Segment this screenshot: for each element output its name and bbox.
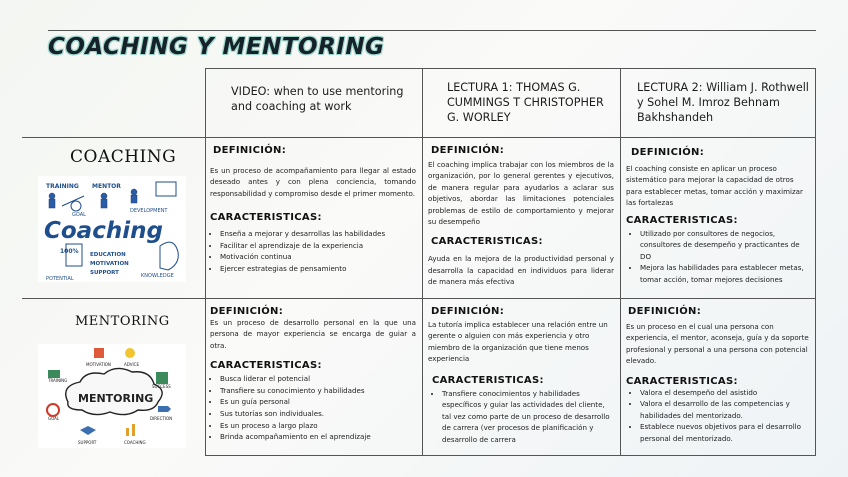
table-top-border bbox=[48, 30, 816, 31]
list-item: • Mejora las habilidades para establecer metas, tomar acción, tomar mejores decisiones bbox=[640, 262, 810, 285]
definition-title: DEFINICIÓN: bbox=[431, 306, 505, 317]
word-goal: GOAL bbox=[72, 212, 86, 218]
list-item: • Sus tutorías son individuales. bbox=[220, 408, 416, 420]
mentoring-lectura1-cell bbox=[428, 306, 614, 446]
characteristics-title: CARACTERISTICAS: bbox=[432, 374, 544, 386]
person-icon bbox=[49, 199, 55, 208]
page-title: COACHING Y MENTORING bbox=[48, 34, 385, 60]
mentoring-video-cell bbox=[210, 306, 416, 443]
definition-text: El coaching implica trabajar con los miembros de la organización, por lo general gerentes y ejecutivos, de manera regular para ayudarlos a aclarar sus objetivos, abordar las limitaciones potenciales problemas de estilo de comportamiento y mejorar su desempeño bbox=[428, 160, 614, 227]
characteristics-list bbox=[428, 388, 614, 446]
coaching-illustration bbox=[38, 176, 186, 282]
person-icon bbox=[131, 195, 137, 203]
mentoring-illustration bbox=[38, 344, 186, 448]
word-education: EDUCATION bbox=[90, 252, 126, 258]
definition-text: Es un proceso de desarrollo personal en la que una persona de mayor experiencia se encarga de guiar a otra. bbox=[210, 318, 416, 350]
header-video: VIDEO: when to use mentoring and coaching at work bbox=[231, 85, 404, 113]
coaching-lectura2-cell bbox=[626, 147, 810, 286]
header-lectura-1: LECTURA 1: THOMAS G. CUMMINGS T CHRISTOPHER G. WORLEY bbox=[447, 81, 604, 124]
list-item: • Es un proceso a largo plazo bbox=[220, 420, 416, 432]
definition-title: DEFINICIÓN: bbox=[431, 145, 505, 156]
list-item: • Motivación continua bbox=[220, 251, 416, 263]
list-item: • Transfiere su conocimiento y habilidades bbox=[220, 385, 416, 397]
definition-title: DEFINICIÓN: bbox=[631, 147, 705, 158]
table-bottom-border bbox=[205, 455, 816, 456]
lightbulb-icon bbox=[125, 348, 135, 358]
characteristics-title: CARACTERISTICAS: bbox=[210, 360, 322, 372]
word-100: 100% bbox=[60, 248, 79, 255]
col-divider-4 bbox=[815, 68, 816, 456]
list-item: • Brinda acompañamiento en el aprendizaje bbox=[220, 431, 416, 443]
characteristics-list bbox=[210, 373, 416, 443]
coaching-video-cell bbox=[210, 145, 416, 275]
header-bottom-border bbox=[22, 137, 816, 138]
header-lectura-2: LECTURA 2: William J. Rothwell y Sohel M. Imroz Behnam Bakhshandeh bbox=[637, 81, 809, 124]
definition-title: DEFINICIÓN: bbox=[210, 306, 284, 317]
characteristics-title: CARACTERISTICAS: bbox=[210, 212, 322, 224]
definition-title: DEFINICIÓN: bbox=[628, 306, 702, 317]
word-coaching: Coaching bbox=[44, 218, 163, 244]
characteristics-title: CARACTERISTICAS: bbox=[626, 214, 738, 226]
person-icon bbox=[131, 189, 137, 195]
word-support: SUPPORT bbox=[90, 270, 119, 276]
list-item: • Enseña a mejorar y desarrollas las habilidades bbox=[220, 228, 416, 240]
definition-text: Es un proceso en el cual una persona con experiencia, el mentor, aconseja, guía y da soporte profesional y personal a una persona con potencial elevado. bbox=[626, 322, 809, 366]
word-mentor: MENTOR bbox=[92, 183, 121, 190]
col-divider-2 bbox=[422, 68, 423, 456]
list-item: • Valora el desempeño del asistido bbox=[640, 387, 810, 399]
definition-text: Es un proceso de acompañamiento para llegar al estado deseado antes y con plena conciencia, tomando responsabilidad y compromiso desde el primer momento. bbox=[210, 166, 416, 198]
person-icon bbox=[101, 199, 107, 208]
header-top-border bbox=[205, 68, 816, 69]
coaching-lectura1-cell bbox=[428, 145, 614, 288]
list-item: • Transfiere conocimientos y habilidades específicos y guiar las actividades del cliente, tal vez como parte de un proceso de desarrollo de carrera (ver procesos de planificación y desarrollo de carrera bbox=[442, 388, 614, 446]
characteristics-list bbox=[626, 387, 810, 445]
thumbs-up-icon bbox=[94, 348, 104, 358]
row-label-mentoring: MENTORING bbox=[75, 314, 170, 329]
characteristics-list bbox=[626, 228, 810, 286]
list-item: • Es un guía personal bbox=[220, 396, 416, 408]
characteristics-text: Ayuda en la mejora de la productividad personal y desarrolla la capacidad en individuos para liderar de manera más efectiva bbox=[428, 254, 614, 287]
col-divider-3 bbox=[620, 68, 621, 456]
word-mentoring-big: MENTORING bbox=[78, 392, 154, 405]
word-coaching: COACHING bbox=[124, 440, 146, 445]
word-development: DEVELOPMENT bbox=[130, 208, 168, 214]
characteristics-title: CARACTERISTICAS: bbox=[626, 375, 738, 387]
row-label-coaching: COACHING bbox=[70, 147, 177, 167]
list-item: • Establece nuevos objetivos para el desarrollo personal del mentorizado. bbox=[640, 421, 810, 444]
list-item: • Ejercer estrategias de pensamiento bbox=[220, 263, 416, 275]
word-knowledge: KNOWLEDGE bbox=[141, 273, 174, 279]
word-training: TRAINING bbox=[48, 378, 68, 383]
definition-title: DEFINICIÓN: bbox=[213, 145, 287, 156]
word-advice: ADVICE bbox=[124, 362, 139, 367]
word-motivation: MOTIVATION bbox=[86, 362, 111, 367]
word-success: SUCCESS bbox=[152, 384, 171, 389]
person-icon bbox=[49, 193, 55, 199]
characteristics-title: CARACTERISTICAS: bbox=[431, 236, 543, 248]
characteristics-list bbox=[210, 228, 416, 274]
list-item: • Busca liderar el potencial bbox=[220, 373, 416, 385]
list-item: • Utilizado por consultores de negocios, consultores de desempeño y practicantes de DO bbox=[640, 228, 810, 263]
word-goal: GOAL bbox=[48, 416, 60, 421]
list-item: • Facilitar el aprendizaje de la experiencia bbox=[220, 240, 416, 252]
row-divider bbox=[22, 298, 816, 299]
people-icon bbox=[156, 372, 168, 384]
word-direction: DIRECTION bbox=[150, 416, 173, 421]
list-item: • Valora el desarrollo de las competencias y habilidades del mentorizado. bbox=[640, 398, 810, 421]
word-motivation: MOTIVATION bbox=[90, 261, 129, 267]
word-training: TRAINING bbox=[46, 183, 79, 190]
mentoring-lectura2-cell bbox=[626, 306, 810, 445]
word-potential: POTENTIAL bbox=[46, 276, 74, 282]
word-support: SUPPORT bbox=[78, 440, 97, 445]
definition-text: La tutoría implica establecer una relación entre un gerente o alguien con más experiencia y otro miembro de la organización que tiene menos experiencia bbox=[428, 320, 608, 364]
board-icon bbox=[48, 370, 60, 378]
person-icon bbox=[101, 193, 107, 199]
col-divider-1 bbox=[205, 68, 206, 456]
definition-text: El coaching consiste en aplicar un proceso sistemático para mejorar la capacidad de otros para establecer metas, tomar acción y maximizar las fortalezas bbox=[626, 164, 803, 208]
